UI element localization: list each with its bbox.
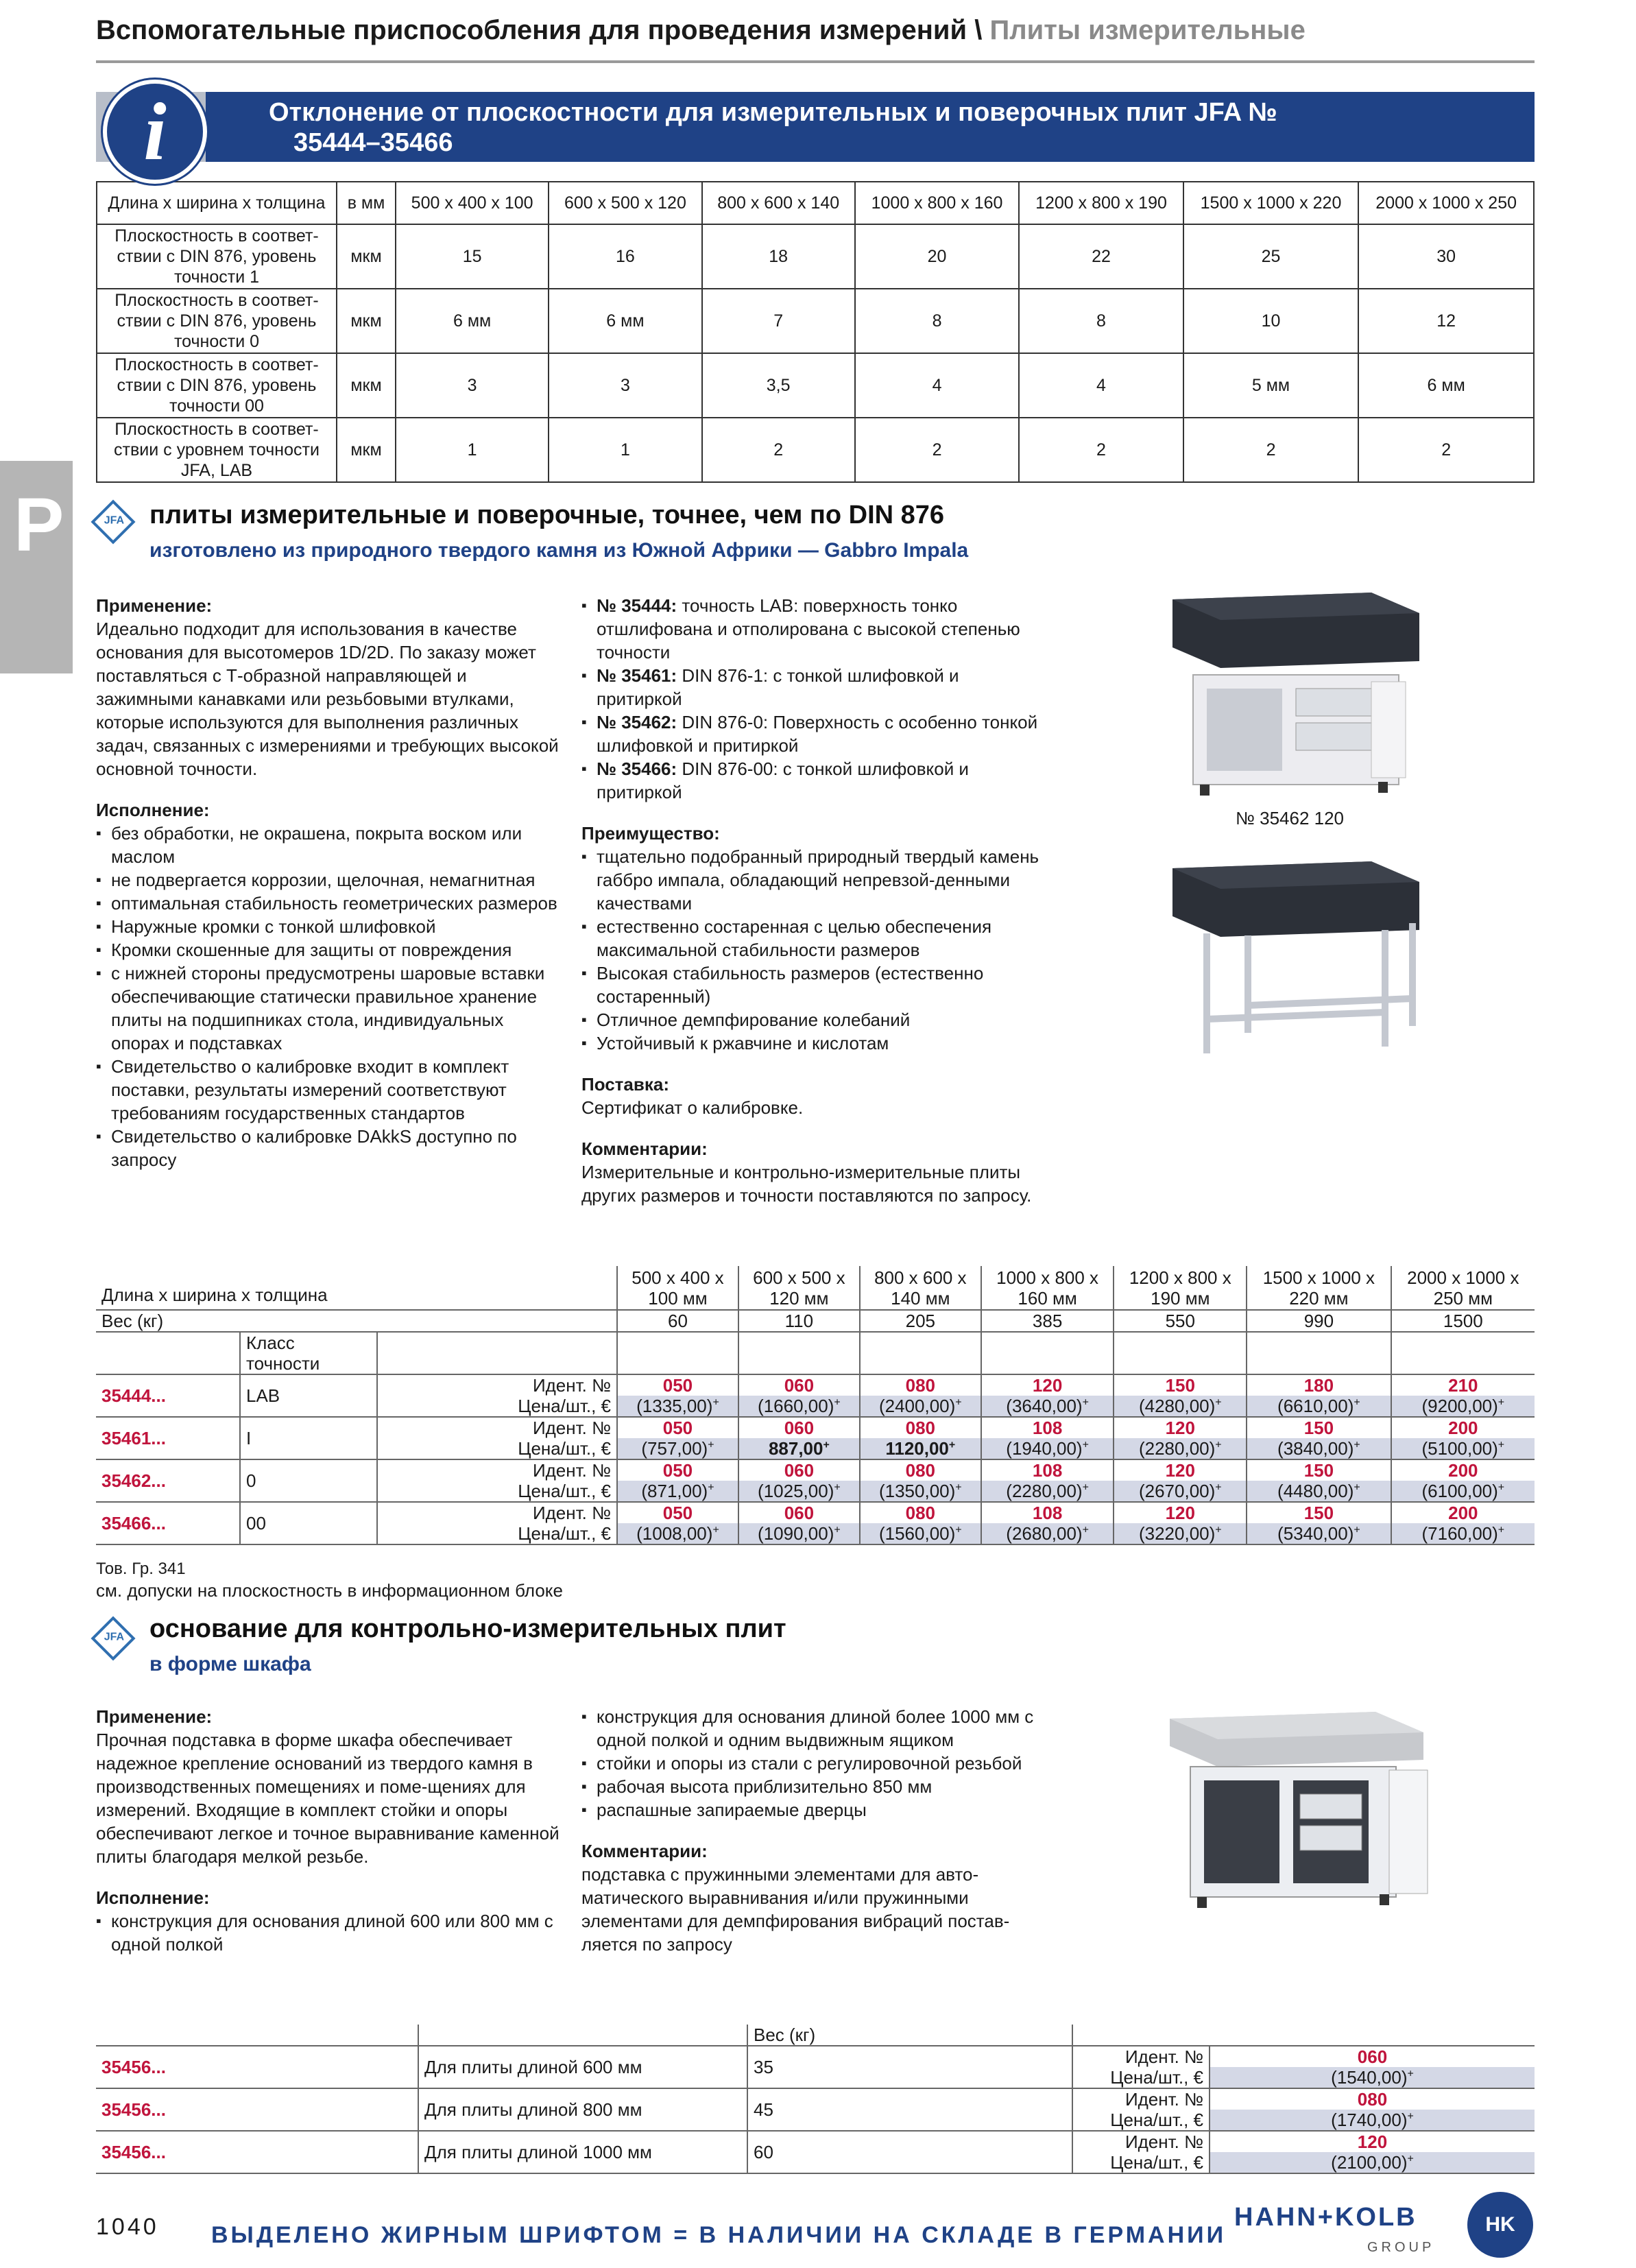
weight-cell: 205 <box>860 1310 981 1332</box>
id-cell[interactable]: 150 <box>1247 1459 1391 1481</box>
price-cell: (5100,00)+ <box>1391 1438 1535 1459</box>
list-item <box>581 757 1048 804</box>
section1-subtitle: изготовлено из природного твердого камня из Южной Африки — Gabbro Impala <box>149 539 969 562</box>
flatness-value: 6 мм <box>1358 353 1534 418</box>
list-item <box>581 664 1048 711</box>
comments-text: подставка с пружинными элементами для авто-матического выравнивания и/или пружинными элементами для демпфирования вибраций постав-ляется по запросу <box>581 1864 1010 1955</box>
tolerance-note: см. допуски на плоскостность в информационном блоке <box>96 1580 563 1601</box>
application-text: Прочная подставка в форме шкафа обеспечивает надежное крепление оснований из твердого камня в производственных помещениях и поме-щениях для измерений. Входящие в комплект стойки и опоры обеспечивают легкое и точное выравнивание каменной плиты благодаря мелкой резьбе. <box>96 1730 560 1867</box>
variant-text: точность LAB: поверхность тонко отшлифована и отполирована с высокой степенью точности <box>597 595 1020 663</box>
id-cell[interactable]: 080 <box>860 1502 981 1523</box>
price-label: Цена/шт., € <box>1072 2152 1210 2173</box>
flatness-value: 2 <box>702 418 855 482</box>
flatness-row-label: Плоскостность в соответ-ствии с DIN 876, уровень точности 1 <box>97 224 337 289</box>
section2-left-column <box>96 1705 562 1956</box>
header-rule <box>96 60 1535 63</box>
delivery-text: Сертификат о калибровке. <box>581 1097 804 1118</box>
list-item: ▪ естественно состаренная с целью обеспечения максимальной стабильности размеров <box>581 915 1048 962</box>
flatness-value: 4 <box>1019 353 1183 418</box>
jfa-badge-text: JFA <box>104 1631 125 1643</box>
price-label: Цена/шт., € <box>1072 2110 1210 2131</box>
variant-text: DIN 876-1: с тонкой шлифовкой и притиркой <box>597 665 959 709</box>
variant-number: № 35466: <box>597 759 677 779</box>
plate-on-cabinet-image <box>1166 586 1433 798</box>
product-code[interactable]: 35444... <box>96 1374 240 1417</box>
list-item: ▪ Свидетельство о калибровке DAkkS доступно по запросу <box>96 1125 562 1171</box>
id-cell[interactable]: 108 <box>981 1459 1114 1481</box>
product-group-note: Тов. Гр. 341 <box>96 1560 186 1578</box>
id-label: Идент. № <box>1072 2046 1210 2067</box>
flatness-value: 8 <box>1019 289 1183 353</box>
flatness-value: 6 мм <box>396 289 549 353</box>
size-cell: 2000 x 1000 x 250 мм <box>1391 1266 1535 1310</box>
id-cell[interactable]: 200 <box>1391 1502 1535 1523</box>
price-cell-in-stock: 887,00+ <box>738 1438 860 1459</box>
price-cell: (4480,00)+ <box>1247 1481 1391 1502</box>
flatness-value: 5 мм <box>1183 353 1359 418</box>
flatness-value: 7 <box>702 289 855 353</box>
list-item <box>581 594 1048 664</box>
price-cell: (2680,00)+ <box>981 1523 1114 1544</box>
base-description: Для плиты длиной 800 мм <box>418 2088 747 2131</box>
flatness-value: 10 <box>1183 289 1359 353</box>
weight-cell: 60 <box>617 1310 738 1332</box>
application-text: Идеально подходит для использования в качестве основания для высотомеров 1D/2D. По заказу может поставляться с Т-образной направляющей и зажимными канавками или резьбовыми втулками, которые используются для выполнения различных задач, связанных с измерениями и требующих высокой основной точности. <box>96 619 559 779</box>
price-cell: (1350,00)+ <box>860 1481 981 1502</box>
list-item <box>581 711 1048 757</box>
price-cell: (757,00)+ <box>617 1438 738 1459</box>
flatness-value: 30 <box>1358 224 1534 289</box>
size-cell: 600 x 500 x 120 мм <box>738 1266 860 1310</box>
flatness-row-unit: мкм <box>337 418 396 482</box>
price-cell: (1008,00)+ <box>617 1523 738 1544</box>
id-cell[interactable]: 120 <box>981 1374 1114 1396</box>
table-row <box>96 1459 1535 1481</box>
flatness-row <box>97 353 1534 418</box>
flatness-value: 1 <box>549 418 701 482</box>
id-label: Идент. № <box>377 1374 617 1396</box>
weight-label: Вес (кг) <box>96 1310 617 1332</box>
product-code[interactable]: 35466... <box>96 1502 240 1544</box>
class-cell: 00 <box>240 1502 377 1544</box>
brand-mark-icon: HK <box>1467 2192 1533 2258</box>
id-label: Идент. № <box>1072 2131 1210 2152</box>
price-cell: (1940,00)+ <box>981 1438 1114 1459</box>
product-code[interactable]: 35456... <box>96 2131 418 2173</box>
flatness-header-unit: в мм <box>337 182 396 224</box>
weight-cell: 550 <box>1114 1310 1247 1332</box>
base-weight: 35 <box>747 2046 1072 2088</box>
list-item: ▪ оптимальная стабильность геометрических размеров <box>96 892 562 915</box>
flatness-value: 12 <box>1358 289 1534 353</box>
variant-number: № 35461: <box>597 665 677 686</box>
info-bar <box>206 92 1535 162</box>
flatness-value: 3 <box>549 353 701 418</box>
flatness-size: 2000 x 1000 x 250 <box>1358 182 1534 224</box>
jfa-badge-text: JFA <box>104 514 125 527</box>
flatness-value: 2 <box>1358 418 1534 482</box>
weight-cell: 1500 <box>1391 1310 1535 1332</box>
id-cell[interactable]: 080 <box>860 1417 981 1438</box>
base-description: Для плиты длиной 1000 мм <box>418 2131 747 2173</box>
flatness-header-label: Длина х ширина х толщина <box>97 182 337 224</box>
id-cell[interactable]: 060 <box>738 1459 860 1481</box>
list-item: ▪ с нижней стороны предусмотрены шаровые вставки обеспечивающие статически правильное хранение плиты на подшипниках стола, индивидуальных опорах и подставках <box>96 962 562 1055</box>
application-heading: Применение: <box>96 595 213 616</box>
price-cell: (2400,00)+ <box>860 1396 981 1417</box>
price-cell: (1025,00)+ <box>738 1481 860 1502</box>
weight-cell: 110 <box>738 1310 860 1332</box>
id-label: Идент. № <box>377 1459 617 1481</box>
id-cell[interactable]: 050 <box>617 1459 738 1481</box>
execution-list <box>96 1909 562 1956</box>
execution-heading: Исполнение: <box>96 1887 210 1908</box>
info-title-line2: 35444–35466 <box>293 128 453 157</box>
id-cell[interactable]: 060 <box>738 1417 860 1438</box>
flatness-value: 18 <box>702 224 855 289</box>
list-item: ▪ стойки и опоры из стали с регулировочной резьбой <box>581 1752 1048 1775</box>
weight-cell: 990 <box>1247 1310 1391 1332</box>
flatness-row <box>97 224 1534 289</box>
price-cell: (2670,00)+ <box>1114 1481 1247 1502</box>
price-cell-in-stock: 1120,00+ <box>860 1438 981 1459</box>
variant-text: DIN 876-00: с тонкой шлифовкой и притиркой <box>597 759 969 802</box>
price-cell: (2280,00)+ <box>1114 1438 1247 1459</box>
side-tab <box>0 461 73 673</box>
list-item: ▪ Устойчивый к ржавчине и кислотам <box>581 1031 1048 1055</box>
plate-on-stand-image <box>1166 855 1433 1060</box>
side-tab-letter: P <box>14 483 64 567</box>
id-cell[interactable]: 120 <box>1210 2131 1535 2152</box>
price-cell: (5340,00)+ <box>1247 1523 1391 1544</box>
weight-cell: 385 <box>981 1310 1114 1332</box>
list-item: ▪ Свидетельство о калибровке входит в комплект поставки, результаты измерений соответствуют требованиям государственных стандартов <box>96 1055 562 1125</box>
variant-list <box>581 594 1048 804</box>
list-item: ▪ рабочая высота приблизительно 850 мм <box>581 1775 1048 1798</box>
advantage-list <box>581 845 1048 1055</box>
info-title-line1: Отклонение от плоскостности для измерительных и поверочных плит JFA № <box>269 98 1277 127</box>
header-title: Вспомогательные приспособления для проведения измерений <box>96 15 967 45</box>
price-cell: (2100,00)+ <box>1210 2152 1535 2173</box>
class-header-row <box>96 1332 1535 1374</box>
base-table <box>96 2025 1535 2174</box>
price-cell: (3220,00)+ <box>1114 1523 1247 1544</box>
flatness-row-label: Плоскостность в соответ-ствии с уровнем точности JFA, LAB <box>97 418 337 482</box>
flatness-value: 4 <box>855 353 1019 418</box>
info-icon: i <box>103 80 207 184</box>
price-cell: (1560,00)+ <box>860 1523 981 1544</box>
list-item: ▪ конструкция для основания длиной более 1000 мм с одной полкой и одним выдвижным ящиком <box>581 1705 1048 1752</box>
photo-caption: № 35462 120 <box>1236 808 1345 828</box>
price-cell: (3640,00)+ <box>981 1396 1114 1417</box>
flatness-row-unit: мкм <box>337 224 396 289</box>
flatness-size: 500 x 400 x 100 <box>396 182 549 224</box>
id-cell[interactable]: 200 <box>1391 1417 1535 1438</box>
flatness-row-unit: мкм <box>337 289 396 353</box>
flatness-value: 20 <box>855 224 1019 289</box>
table-row <box>96 1502 1535 1523</box>
id-cell[interactable]: 050 <box>617 1417 738 1438</box>
flatness-value: 1 <box>396 418 549 482</box>
flatness-value: 2 <box>1019 418 1183 482</box>
execution-heading: Исполнение: <box>96 800 210 820</box>
flatness-table <box>96 181 1535 483</box>
flatness-row-label: Плоскостность в соответ-ствии с DIN 876, уровень точности 00 <box>97 353 337 418</box>
list-item: ▪ распашные запираемые дверцы <box>581 1798 1048 1822</box>
flatness-size: 1000 x 800 x 160 <box>855 182 1019 224</box>
flatness-value: 8 <box>855 289 1019 353</box>
list-item: ▪ тщательно подобранный природный твердый камень габбро импала, обладающий непревзой-денными качествами <box>581 845 1048 915</box>
id-cell[interactable]: 150 <box>1247 1502 1391 1523</box>
price-cell: (9200,00)+ <box>1391 1396 1535 1417</box>
product-code[interactable]: 35461... <box>96 1417 240 1459</box>
price-label: Цена/шт., € <box>377 1396 617 1417</box>
price-label: Цена/шт., € <box>377 1438 617 1459</box>
id-cell[interactable]: 060 <box>738 1374 860 1396</box>
flatness-value: 22 <box>1019 224 1183 289</box>
cabinet-base-image <box>1163 1705 1437 1918</box>
list-item: ▪ конструкция для основания длиной 600 или 800 мм с одной полкой <box>96 1909 562 1956</box>
comments-heading: Комментарии: <box>581 1841 708 1861</box>
flatness-value: 15 <box>396 224 549 289</box>
base-description: Для плиты длиной 600 мм <box>418 2046 747 2088</box>
variant-text: DIN 876-0: Поверхность с особенно тонкой шлифовкой и притиркой <box>597 712 1038 756</box>
application-heading: Применение: <box>96 1706 213 1727</box>
size-cell: 1200 x 800 x 190 мм <box>1114 1266 1247 1310</box>
size-cell: 500 x 400 x 100 мм <box>617 1266 738 1310</box>
variant-number: № 35462: <box>597 712 677 732</box>
table-row <box>96 1417 1535 1438</box>
flatness-row <box>97 418 1534 482</box>
comments-heading: Комментарии: <box>581 1138 708 1159</box>
advantage-heading: Преимущество: <box>581 823 720 844</box>
product-code[interactable]: 35462... <box>96 1459 240 1502</box>
base-weight: 60 <box>747 2131 1072 2173</box>
list-item: ▪ Наружные кромки с тонкой шлифовкой <box>96 915 562 938</box>
flatness-header-row <box>97 182 1534 224</box>
list-item: ▪ без обработки, не окрашена, покрыта воском или маслом <box>96 822 562 868</box>
execution-list <box>96 822 562 1171</box>
id-cell[interactable]: 108 <box>981 1502 1114 1523</box>
flatness-value: 3,5 <box>702 353 855 418</box>
delivery-heading: Поставка: <box>581 1074 669 1095</box>
section1-middle-column <box>581 594 1048 1207</box>
id-cell[interactable]: 080 <box>1210 2088 1535 2110</box>
brand-logo-sub: GROUP <box>1367 2240 1435 2255</box>
flatness-row-label: Плоскостность в соответ-ствии с DIN 876, уровень точности 0 <box>97 289 337 353</box>
product-table <box>96 1266 1535 1545</box>
id-cell[interactable]: 120 <box>1114 1417 1247 1438</box>
class-cell: LAB <box>240 1374 377 1417</box>
flatness-size: 1500 x 1000 x 220 <box>1183 182 1359 224</box>
header-separator: \ <box>974 15 983 45</box>
weight-row <box>96 1310 1535 1332</box>
id-cell[interactable]: 210 <box>1391 1374 1535 1396</box>
section1-title: плиты измерительные и поверочные, точнее, чем по DIN 876 <box>149 501 945 529</box>
id-cell[interactable]: 050 <box>617 1374 738 1396</box>
id-cell[interactable]: 080 <box>860 1459 981 1481</box>
price-cell: (7160,00)+ <box>1391 1523 1535 1544</box>
stock-legend: ВЫДЕЛЕНО ЖИРНЫМ ШРИФТОМ = В НАЛИЧИИ НА СКЛАДЕ В ГЕРМАНИИ <box>211 2222 1227 2248</box>
table-row <box>96 1374 1535 1396</box>
price-label: Цена/шт., € <box>377 1523 617 1544</box>
class-cell: 0 <box>240 1459 377 1502</box>
base-header-row <box>96 2025 1535 2046</box>
price-cell: (6100,00)+ <box>1391 1481 1535 1502</box>
section2-subtitle: в форме шкафа <box>149 1653 311 1675</box>
id-cell[interactable]: 150 <box>1247 1417 1391 1438</box>
id-cell[interactable]: 150 <box>1114 1374 1247 1396</box>
size-row <box>96 1266 1535 1310</box>
section1-left-column <box>96 594 562 1171</box>
list-item: ▪ Высокая стабильность размеров (естественно состаренный) <box>581 962 1048 1008</box>
size-cell: 1000 x 800 x 160 мм <box>981 1266 1114 1310</box>
price-cell: (4280,00)+ <box>1114 1396 1247 1417</box>
section2-title: основание для контрольно-измерительных плит <box>149 1614 786 1643</box>
flatness-value: 16 <box>549 224 701 289</box>
id-cell[interactable]: 180 <box>1247 1374 1391 1396</box>
size-label: Длина х ширина х толщина <box>96 1266 617 1310</box>
jfa-badge-icon <box>91 499 135 544</box>
product-code[interactable]: 35456... <box>96 2046 418 2088</box>
price-cell: (3840,00)+ <box>1247 1438 1391 1459</box>
id-cell[interactable]: 080 <box>860 1374 981 1396</box>
price-cell: (1660,00)+ <box>738 1396 860 1417</box>
base-weight: 45 <box>747 2088 1072 2131</box>
id-label: Идент. № <box>377 1417 617 1438</box>
list-item: ▪ Кромки скошенные для защиты от повреждения <box>96 938 562 962</box>
flatness-size: 1200 x 800 x 190 <box>1019 182 1183 224</box>
id-cell[interactable]: 108 <box>981 1417 1114 1438</box>
feature-list <box>581 1705 1048 1822</box>
flatness-row <box>97 289 1534 353</box>
price-cell: (2280,00)+ <box>981 1481 1114 1502</box>
base-weight-label: Вес (кг) <box>747 2025 1072 2046</box>
id-cell[interactable]: 060 <box>738 1502 860 1523</box>
price-cell: (6610,00)+ <box>1247 1396 1391 1417</box>
variant-number: № 35444: <box>597 595 677 616</box>
id-cell[interactable]: 120 <box>1114 1459 1247 1481</box>
price-cell: (1090,00)+ <box>738 1523 860 1544</box>
flatness-size: 800 x 600 x 140 <box>702 182 855 224</box>
flatness-value: 2 <box>855 418 1019 482</box>
page-number: 1040 <box>96 2214 159 2240</box>
flatness-value: 6 мм <box>549 289 701 353</box>
price-cell: (1540,00)+ <box>1210 2067 1535 2088</box>
id-cell[interactable]: 060 <box>1210 2046 1535 2067</box>
id-label: Идент. № <box>1072 2088 1210 2110</box>
table-row <box>96 2131 1535 2152</box>
id-cell[interactable]: 050 <box>617 1502 738 1523</box>
class-cell: I <box>240 1417 377 1459</box>
size-cell: 1500 x 1000 x 220 мм <box>1247 1266 1391 1310</box>
id-label: Идент. № <box>377 1502 617 1523</box>
jfa-badge-icon <box>91 1616 135 1660</box>
price-cell: (871,00)+ <box>617 1481 738 1502</box>
section2-middle-column <box>581 1705 1048 1956</box>
class-label: Класс точности <box>240 1332 377 1374</box>
flatness-size: 600 x 500 x 120 <box>549 182 701 224</box>
header-subtitle: Плиты измерительные <box>989 15 1306 45</box>
flatness-value: 2 <box>1183 418 1359 482</box>
price-label: Цена/шт., € <box>1072 2067 1210 2088</box>
price-cell: (1335,00)+ <box>617 1396 738 1417</box>
flatness-value: 25 <box>1183 224 1359 289</box>
table-row <box>96 2088 1535 2110</box>
comments-text: Измерительные и контрольно-измерительные плиты других размеров и точности поставляются по запросу. <box>581 1162 1032 1206</box>
id-cell[interactable]: 120 <box>1114 1502 1247 1523</box>
flatness-value: 3 <box>396 353 549 418</box>
flatness-row-unit: мкм <box>337 353 396 418</box>
price-cell: (1740,00)+ <box>1210 2110 1535 2131</box>
price-label: Цена/шт., € <box>377 1481 617 1502</box>
size-cell: 800 x 600 x 140 мм <box>860 1266 981 1310</box>
table-row <box>96 2046 1535 2067</box>
list-item: ▪ не подвергается коррозии, щелочная, немагнитная <box>96 868 562 892</box>
list-item: ▪ Отличное демпфирование колебаний <box>581 1008 1048 1031</box>
product-code[interactable]: 35456... <box>96 2088 418 2131</box>
id-cell[interactable]: 200 <box>1391 1459 1535 1481</box>
page-header <box>96 15 1535 46</box>
brand-logo: HAHN+KOLB <box>1234 2203 1417 2232</box>
